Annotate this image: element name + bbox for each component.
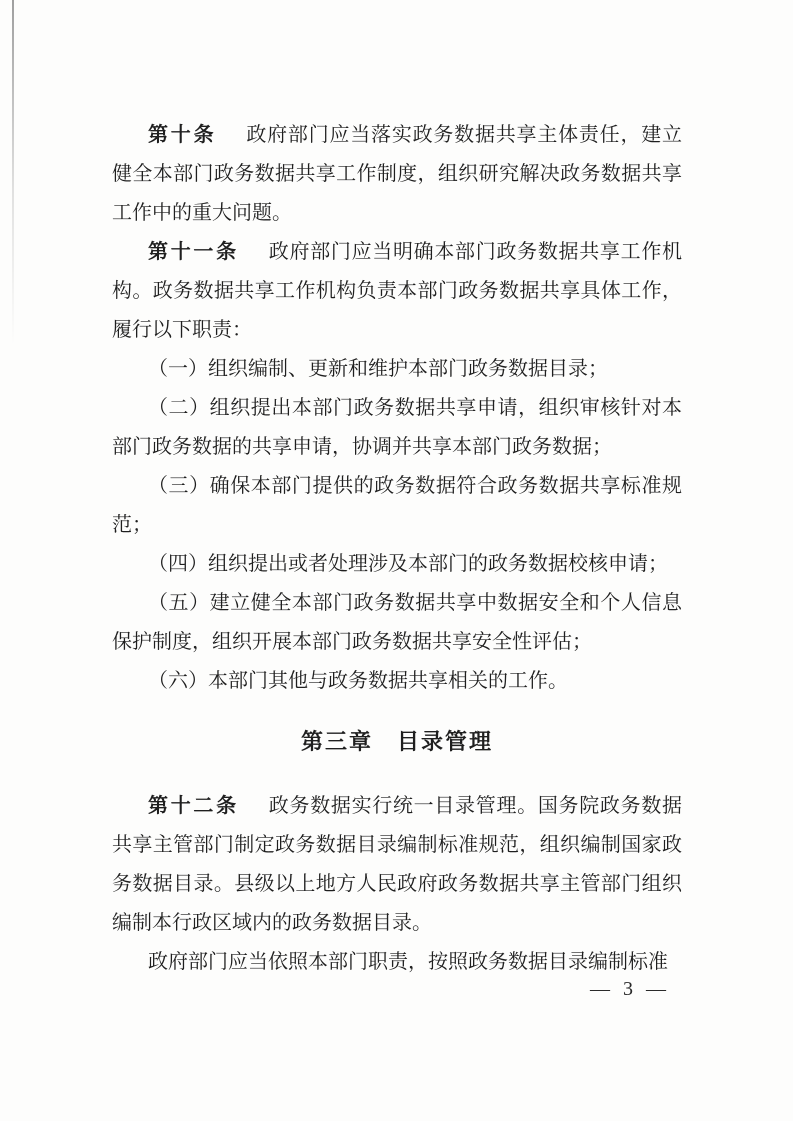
- article-text: 政府部门应当明确本部门政务数据共享工作机构。政务数据共享工作机构负责本部门政务数据共享具体工作，履行以下职责：: [112, 241, 683, 341]
- list-item-paragraph: [112, 350, 682, 389]
- list-item-paragraph: [112, 389, 682, 467]
- list-item-text: （四）组织提出或者处理涉及本部门的政务数据校核申请；: [148, 553, 668, 575]
- scan-edge-artifact: [12, 0, 14, 345]
- chapter-heading: 第三章 目录管理: [300, 729, 493, 754]
- article-paragraph: [112, 787, 682, 943]
- list-item-paragraph: [112, 584, 682, 662]
- list-item-paragraph: [112, 467, 682, 545]
- list-item-text: （三）确保本部门提供的政务数据符合政务数据共享标准规范；: [112, 475, 682, 536]
- list-item-paragraph: [112, 662, 682, 701]
- article-paragraph: [112, 116, 682, 233]
- article-text: 政府部门应当落实政务数据共享主体责任，建立健全本部门政务数据共享工作制度，组织研究解决政务数据共享工作中的重大问题。: [112, 124, 683, 224]
- article-number: 第十二条: [148, 795, 239, 817]
- article-text: 政务数据实行统一目录管理。国务院政务数据共享主管部门制定政务数据目录编制标准规范，组织编制国家政务数据目录。县级以上地方人民政府政务数据共享主管部门组织编制本行政区域内的政务数据目录。: [112, 795, 683, 934]
- article-number: 第十条: [148, 124, 217, 146]
- page-number: — 3 —: [590, 978, 670, 1000]
- article-paragraph: [112, 233, 682, 350]
- document-body: [112, 116, 682, 982]
- list-item-paragraph: [112, 545, 682, 584]
- list-item-text: （二）组织提出本部门政务数据共享申请，组织审核针对本部门政务数据的共享申请，协调并共享本部门政务数据；: [112, 397, 682, 458]
- list-item-text: （六）本部门其他与政务数据共享相关的工作。: [148, 670, 568, 692]
- list-item-text: （一）组织编制、更新和维护本部门政务数据目录；: [148, 358, 608, 380]
- list-item-text: （五）建立健全本部门政务数据共享中数据安全和个人信息保护制度，组织开展本部门政务数据共享安全性评估；: [112, 592, 682, 653]
- paragraph-text: 政府部门应当依照本部门职责，按照政务数据目录编制标准: [148, 951, 668, 973]
- body-paragraph: [112, 943, 682, 982]
- article-number: 第十一条: [148, 241, 239, 263]
